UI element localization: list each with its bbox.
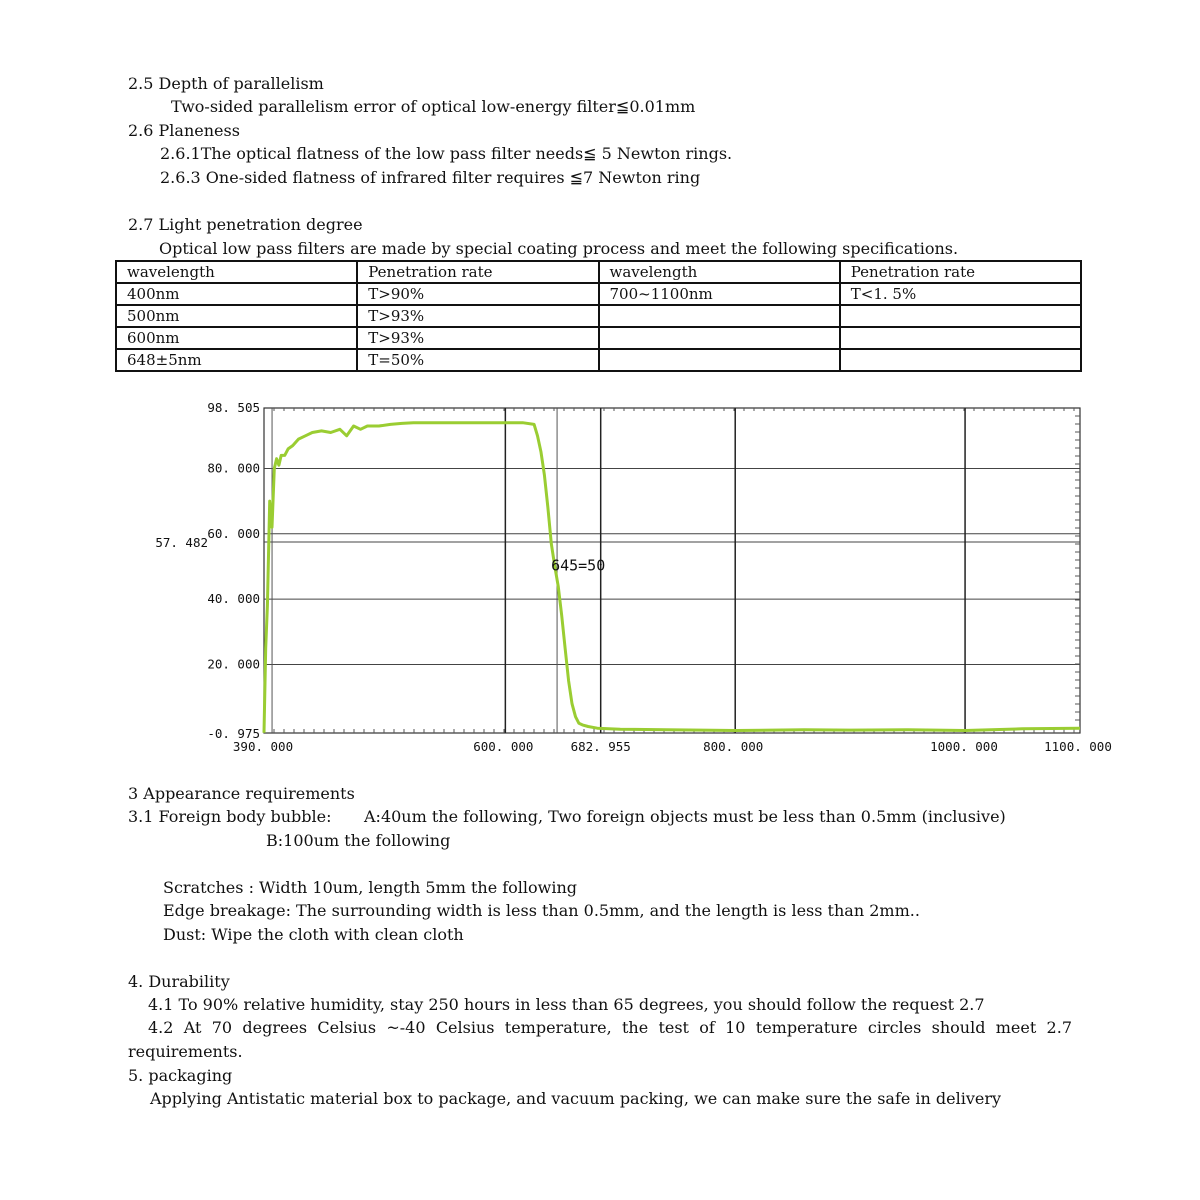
table-cell: 400nm (116, 283, 357, 305)
table-cell: 500nm (116, 305, 357, 327)
dust-text: Dust: Wipe the cloth with clean cloth (163, 925, 464, 944)
section-3-1-b: B:100um the following (266, 831, 451, 850)
section-2-7-title: 2.7 Light penetration degree (128, 215, 363, 234)
table-cell: T>93% (357, 305, 598, 327)
section-3-title: 3 Appearance requirements (128, 784, 355, 803)
x-tick-label: 682. 955 (570, 739, 631, 754)
section-5-body: Applying Antistatic material box to package, and vacuum packing, we can make sure the safe in delivery (150, 1089, 1002, 1108)
section-2-6-title: 2.6 Planeness (128, 121, 240, 140)
y-tick-label: 60. 000 (207, 525, 260, 541)
table-cell: 700~1100nm (599, 283, 840, 305)
y-tick-label: 20. 000 (207, 656, 260, 672)
table-cell: 648±5nm (116, 349, 357, 371)
transmission-curve (264, 423, 1080, 733)
section-2-6-3: 2.6.3 One-sided flatness of infrared filter requires ≦7 Newton ring (160, 168, 701, 187)
section-4-title: 4. Durability (128, 972, 230, 991)
y-tick-label: 98. 505 (207, 400, 260, 415)
edge-breakage-text: Edge breakage: The surrounding width is less than 0.5mm, and the length is less than 2mm.. (163, 901, 920, 920)
table-header-cell: wavelength (116, 261, 357, 283)
table-cell: T>90% (357, 283, 598, 305)
section-3-1-a: A:40um the following, Two foreign objects must be less than 0.5mm (inclusive) (364, 807, 1006, 826)
section-4-2-cont: requirements. (128, 1042, 243, 1061)
table-cell: T=50% (357, 349, 598, 371)
section-3-1-label: 3.1 Foreign body bubble: (128, 807, 332, 826)
table-header-cell: Penetration rate (840, 261, 1081, 283)
table-cell: T>93% (357, 327, 598, 349)
section-2-5-body: Two-sided parallelism error of optical low-energy filter≦0.01mm (171, 97, 696, 116)
y-marker-label: 57. 482 (155, 535, 208, 551)
section-2-5-title: 2.5 Depth of parallelism (128, 74, 324, 93)
x-tick-label: 800. 000 (703, 739, 764, 754)
y-tick-label: -0. 975 (207, 726, 260, 741)
y-tick-label: 40. 000 (207, 591, 260, 607)
table-header-cell: Penetration rate (357, 261, 598, 283)
plot-frame (264, 408, 1080, 733)
x-tick-label: 1100. 000 (1044, 739, 1112, 754)
section-2-7-body: Optical low pass filters are made by special coating process and meet the following specifications. (159, 239, 959, 258)
x-tick-label: 1000. 000 (930, 739, 998, 754)
x-tick-label: 600. 000 (473, 739, 534, 754)
chart-annotation: 645=50 (551, 556, 606, 575)
table-cell: T<1. 5% (840, 283, 1081, 305)
section-2-6-1: 2.6.1The optical flatness of the low pass filter needs≦ 5 Newton rings. (160, 144, 733, 163)
table-cell: 600nm (116, 327, 357, 349)
section-4-1: 4.1 To 90% relative humidity, stay 250 hours in less than 65 degrees, you should follow the request 2.7 (148, 995, 985, 1014)
section-5-title: 5. packaging (128, 1066, 233, 1085)
section-4-2: 4.2 At 70 degrees Celsius ~-40 Celsius temperature, the test of 10 temperature circles should meet 2.7 (148, 1018, 1072, 1037)
x-tick-label: 390. 000 (232, 739, 294, 754)
y-tick-label: 80. 000 (207, 460, 260, 476)
scratches-text: Scratches : Width 10um, length 5mm the following (163, 878, 578, 897)
table-header-cell: wavelength (599, 261, 840, 283)
